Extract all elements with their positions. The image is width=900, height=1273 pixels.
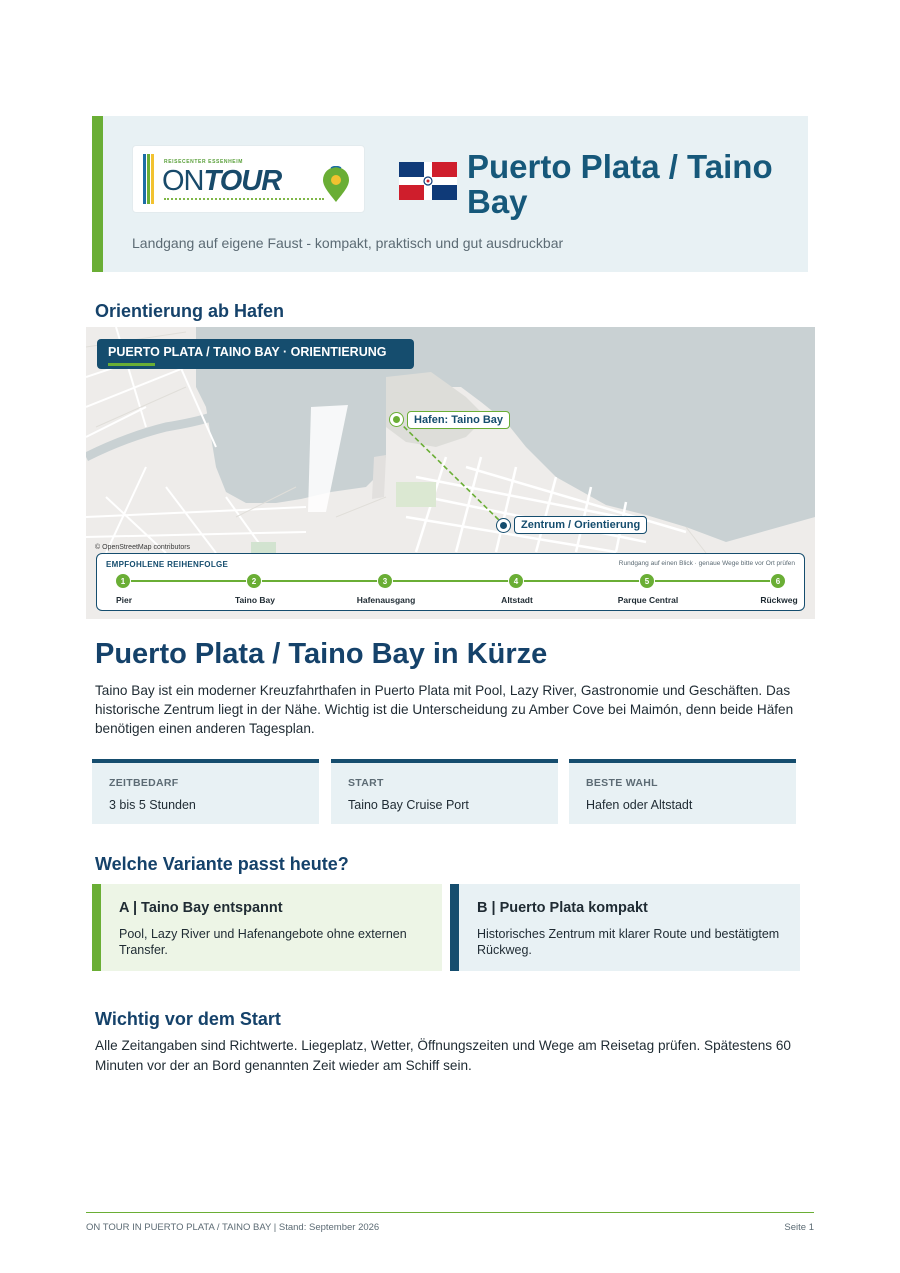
route-step-3-label: Hafenausgang	[356, 595, 416, 605]
center-pin-label[interactable]: Zentrum / Orientierung	[514, 516, 647, 534]
info-card-value: 3 bis 5 Stunden	[109, 798, 196, 812]
logo-stripes	[143, 154, 157, 204]
route-step-6-label: Rückweg	[760, 595, 798, 605]
route-line	[123, 580, 778, 582]
route-step-5-label: Parque Central	[617, 595, 679, 605]
variant-b-text: Historisches Zentrum mit klarer Route und bestätigtem Rückweg.	[477, 927, 780, 957]
orientation-map[interactable]	[86, 327, 815, 619]
info-card-key: START	[348, 777, 384, 789]
map-title-tag	[97, 339, 414, 369]
route-step-2: 2	[246, 573, 262, 589]
location-pin-icon	[319, 166, 353, 204]
summary-heading: Puerto Plata / Taino Bay in Kürze	[95, 638, 548, 670]
center-pin-icon[interactable]	[497, 519, 510, 532]
route-step-1-label: Pier	[115, 595, 133, 605]
summary-text: Taino Bay ist ein moderner Kreuzfahrthafen in Puerto Plata mit Pool, Lazy River, Gastronomie und Geschäften. Das historische Zentrum liegt in der Nähe. Wichtig ist die Unterscheidung zu Amber Cove bei Maimón, denn beide Häfen benötigen einen anderen Tagesplan.	[95, 683, 794, 736]
route-step-6: 6	[770, 573, 786, 589]
page-header	[92, 116, 808, 272]
info-card-choice	[569, 759, 796, 824]
route-panel	[96, 553, 805, 611]
important-text: Alle Zeitangaben sind Richtwerte. Liegeplatz, Wetter, Öffnungszeiten und Wege am Reisetag prüfen. Spätestens 60 Minuten vor der an Bord genannten Zeit wieder am Schiff sein.	[95, 1038, 791, 1073]
route-step-3: 3	[377, 573, 393, 589]
info-card-key: BESTE WAHL	[586, 777, 658, 789]
footer-divider	[86, 1212, 814, 1213]
route-note: Rundgang auf einen Blick · genaue Wege bitte vor Ort prüfen	[618, 560, 795, 567]
variant-b-card	[450, 884, 800, 971]
logo-dotted-line	[164, 198, 324, 200]
brand-logo	[132, 145, 365, 213]
route-step-4: 4	[508, 573, 524, 589]
footer-page-number: Seite 1	[784, 1222, 814, 1233]
info-card-value: Taino Bay Cruise Port	[348, 798, 469, 812]
route-title: EMPFOHLENE REIHENFOLGE	[106, 560, 229, 569]
info-card-key: ZEITBEDARF	[109, 777, 179, 789]
variant-a-text: Pool, Lazy River und Hafenangebote ohne externen Transfer.	[119, 927, 407, 957]
map-attribution[interactable]: © OpenStreetMap contributors	[95, 544, 191, 551]
variant-a-title: A | Taino Bay entspannt	[119, 900, 283, 916]
footer-left: ON TOUR IN PUERTO PLATA / TAINO BAY | Stand: September 2026	[86, 1222, 380, 1233]
important-heading: Wichtig vor dem Start	[95, 1009, 281, 1029]
route-step-2-label: Taino Bay	[235, 595, 275, 605]
port-pin-icon[interactable]	[390, 413, 403, 426]
route-step-5: 5	[639, 573, 655, 589]
variants-heading: Welche Variante passt heute?	[95, 854, 349, 874]
dominican-republic-flag-icon	[399, 162, 457, 200]
variant-a-card	[92, 884, 442, 971]
info-card-time	[92, 759, 319, 824]
orientation-heading: Orientierung ab Hafen	[95, 301, 285, 321]
map-title-accent	[108, 363, 155, 366]
route-step-4-label: Altstadt	[501, 595, 533, 605]
page-title: Puerto Plata / Taino Bay	[467, 148, 773, 220]
route-step-1: 1	[115, 573, 131, 589]
info-card-value: Hafen oder Altstadt	[586, 798, 693, 812]
logo-kicker: REISECENTER ESSENHEIM	[164, 159, 244, 165]
page-subtitle: Landgang auf eigene Faust - kompakt, praktisch und gut ausdruckbar	[132, 235, 564, 251]
info-card-start	[331, 759, 558, 824]
map-title: PUERTO PLATA / TAINO BAY · ORIENTIERUNG	[108, 345, 387, 359]
port-pin-label[interactable]: Hafen: Taino Bay	[407, 411, 510, 429]
logo-wordmark: ONTOUR	[162, 165, 282, 197]
variant-b-title: B | Puerto Plata kompakt	[477, 900, 648, 916]
